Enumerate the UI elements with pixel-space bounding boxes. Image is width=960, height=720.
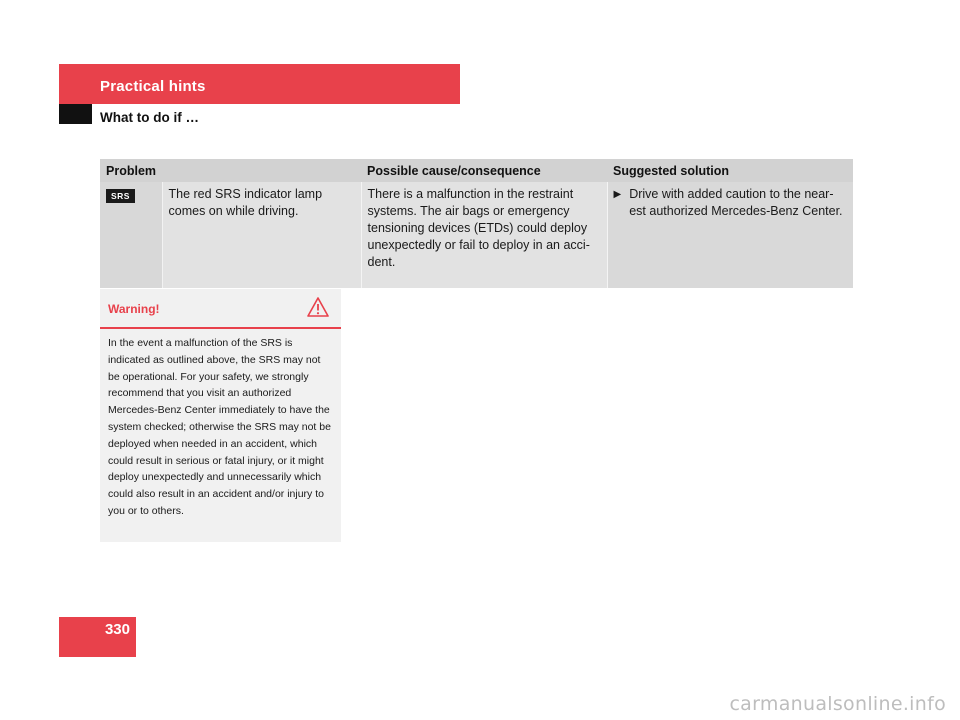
warning-box bbox=[100, 289, 341, 542]
srs-indicator-icon: SRS bbox=[106, 189, 135, 203]
column-header-solution: Suggested solution bbox=[607, 159, 853, 182]
problem-text: The red SRS indicator lamp comes on while driving. bbox=[162, 182, 361, 288]
solution-cell bbox=[607, 182, 853, 288]
warning-text: In the event a malfunction of the SRS is indicated as outlined above, the SRS may not be operational. For your safety, we strongly recommend that you visit an authorized Mercedes-Benz Center immediately to have the system checked; otherwise the SRS may not be deployed when needed in an accident, which could result in serious or fatal injury, or it might deploy unexpectedly and unnecessarily which could also result in an accident and/or injury to you or to others. bbox=[108, 337, 331, 517]
header-tab bbox=[59, 104, 92, 124]
section-subtitle: What to do if … bbox=[100, 110, 199, 125]
problem-icon-cell bbox=[100, 182, 162, 288]
table-row bbox=[100, 182, 853, 288]
bullet-arrow-icon: ▶ bbox=[613, 189, 622, 200]
warning-title: Warning! bbox=[108, 302, 160, 316]
column-header-cause: Possible cause/consequence bbox=[361, 159, 607, 182]
troubleshooting-table bbox=[100, 159, 853, 288]
warning-triangle-icon bbox=[307, 297, 329, 322]
warning-header bbox=[100, 289, 341, 329]
section-title: Practical hints bbox=[100, 78, 206, 95]
page-number: 330 bbox=[104, 621, 130, 638]
solution-text: Drive with added caution to the near-est authorized Mercedes-Benz Center. bbox=[629, 187, 843, 218]
column-header-problem: Problem bbox=[100, 159, 361, 182]
watermark: carmanualsonline.info bbox=[729, 693, 946, 715]
cause-text: There is a malfunction in the restraint systems. The air bags or emergency tensioning devices (ETDs) could deploy unexpectedly or fail to deploy in an acci-dent. bbox=[361, 182, 607, 288]
page-number-tab bbox=[59, 617, 136, 657]
table-header-row bbox=[100, 159, 853, 182]
